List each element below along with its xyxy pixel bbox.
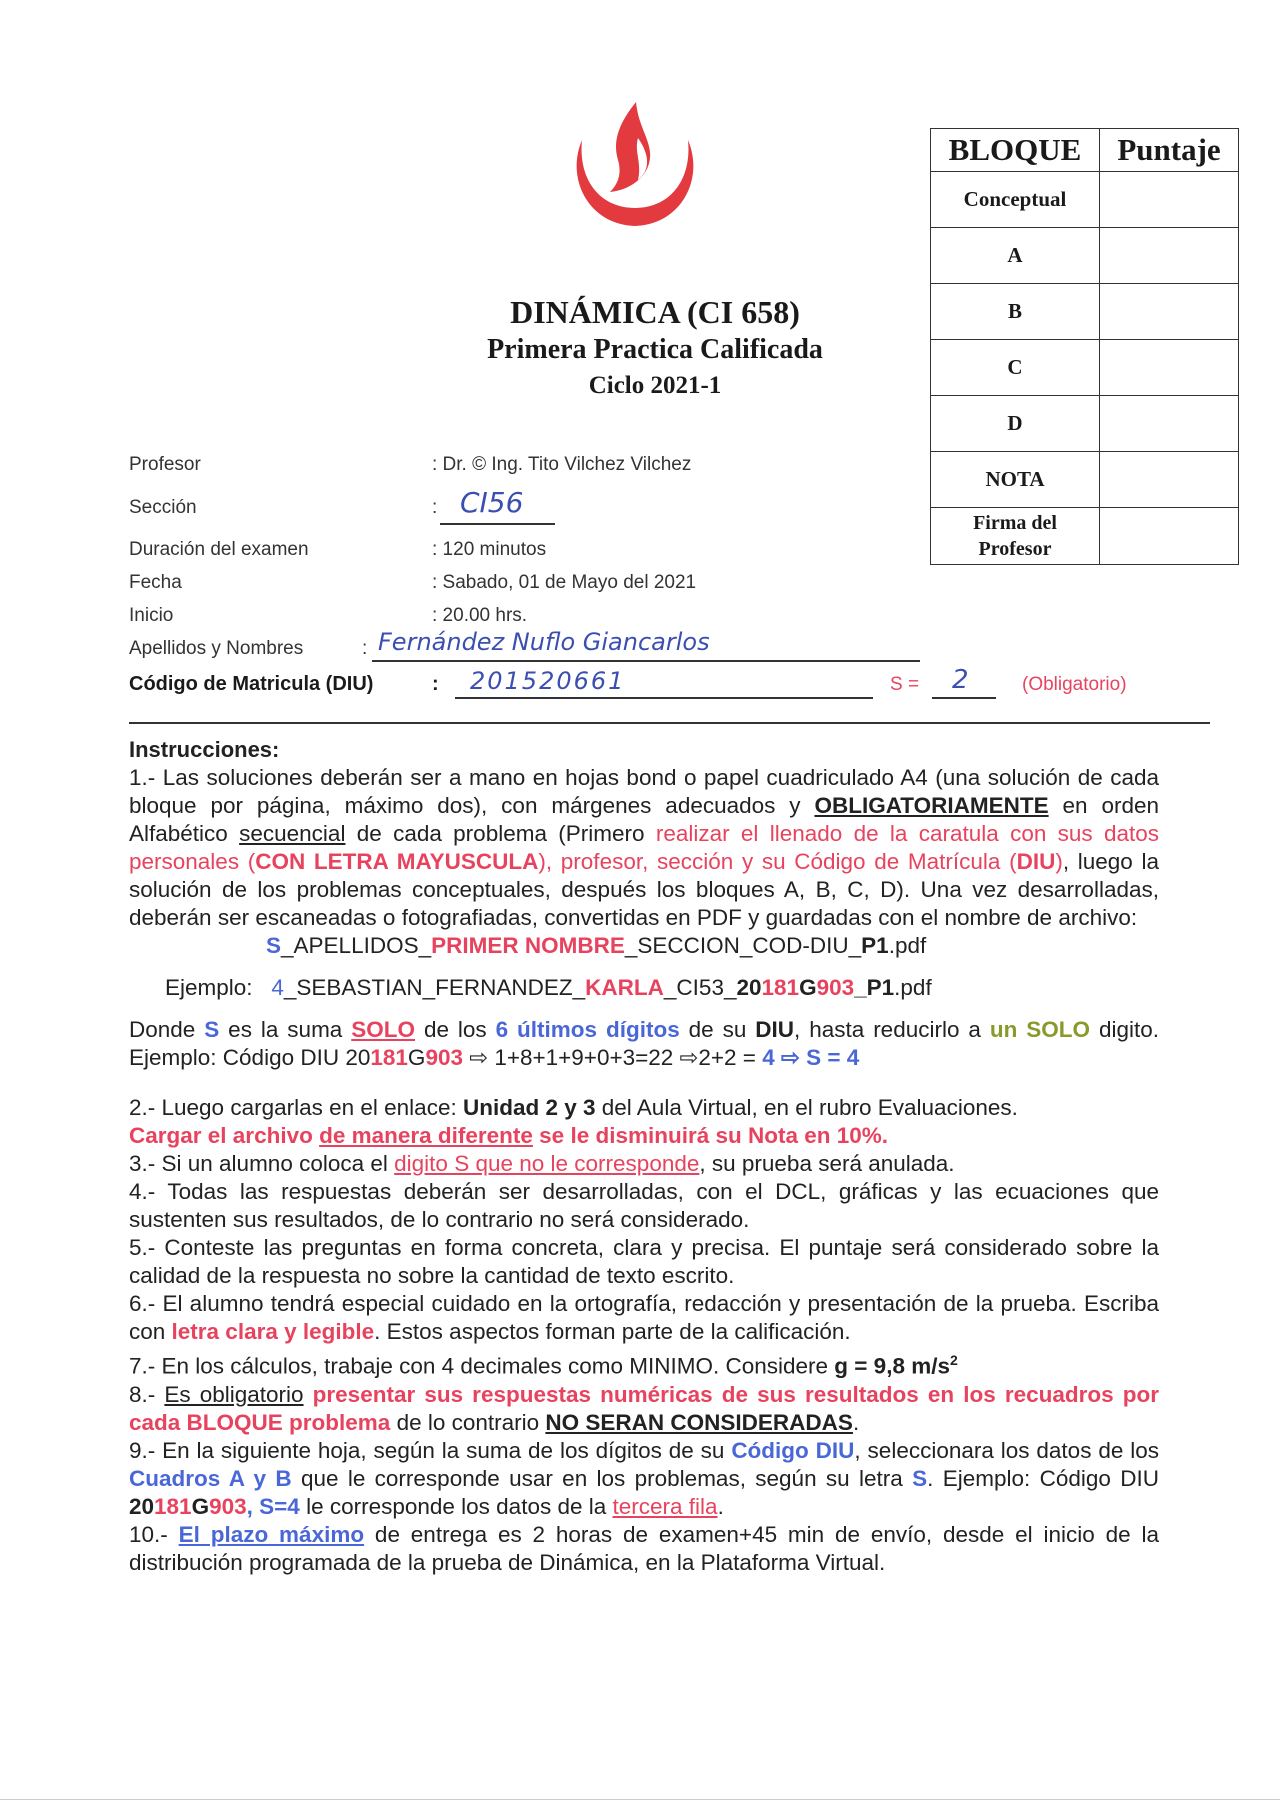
score-cell[interactable] <box>1100 172 1239 228</box>
fecha-value: : Sabado, 01 de Mayo del 2021 <box>432 572 697 593</box>
exam-title: Primera Practica Calificada <box>487 334 823 365</box>
seccion-label: Sección <box>129 497 197 518</box>
score-cell[interactable] <box>1100 396 1239 452</box>
profesor-label: Profesor <box>129 454 201 475</box>
separator-line <box>129 722 1210 724</box>
duracion-label: Duración del examen <box>129 539 309 560</box>
instruction-1: 1.- Las soluciones deberán ser a mano en hojas bond o papel cuadriculado A4 (una solución de cada bloque por página, máximo dos), con márgenes adecuados y OBLIGATORIAMENTE en orden Alfabético secuencial de cada problema (Primero realizar el llenado de la caratula con sus datos personales (CON LETRA MAYUSCULA), profesor, sección y su Código de Matrícula (DIU), luego la solución de los problemas conceptuales, después los bloques A, B, C, D). Una vez desarrolladas, deberán ser escaneadas o fotografiadas, convertidas en PDF y guardadas con el nombre de archivo: <box>129 765 1159 930</box>
row-d: D <box>931 396 1100 452</box>
university-logo <box>560 100 710 228</box>
instruction-8: 8.- Es obligatorio presentar sus respuestas numéricas de sus resultados en los recuadros por cada BLOQUE problema de lo contrario NO SERAN CONSIDERADAS. <box>129 1381 1159 1435</box>
instructions <box>129 736 1159 1577</box>
instruction-4: 4.- Todas las respuestas deberán ser desarrolladas, con el DCL, gráficas y las ecuaciones que sustenten sus resultados, de lo contrario no será considerado. <box>129 1179 1159 1232</box>
instruction-2: 2.- Luego cargarlas en el enlace: Unidad 2 y 3 del Aula Virtual, en el rubro Evaluaciones. Cargar el archivo de manera diferente se le disminuirá su Nota en 10%. <box>129 1095 1018 1148</box>
s-value[interactable]: 2 <box>952 665 969 695</box>
row-conceptual: Conceptual <box>931 172 1100 228</box>
row-c: C <box>931 340 1100 396</box>
score-cell[interactable] <box>1100 452 1239 508</box>
obligatorio-note: (Obligatorio) <box>1022 674 1127 695</box>
row-a: A <box>931 228 1100 284</box>
nombres-colon: : <box>362 638 368 659</box>
codigo-colon: : <box>432 673 439 695</box>
col-header-score: Puntaje <box>1100 129 1239 172</box>
score-cell[interactable] <box>1100 284 1239 340</box>
col-header-block: BLOQUE <box>931 129 1100 172</box>
filename-pattern: S_APELLIDOS_PRIMER NOMBRE_SECCION_COD-DIU_P1.pdf <box>266 933 927 958</box>
instruction-3: 3.- Si un alumno coloca el digito S que no le corresponde, su prueba será anulada. <box>129 1151 955 1176</box>
profesor-value: : Dr. © Ing. Tito Vilchez Vilchez <box>432 454 692 475</box>
seccion-colon: : <box>432 497 438 518</box>
fecha-label: Fecha <box>129 572 182 593</box>
s-underline <box>932 697 996 699</box>
signature-cell[interactable] <box>1100 508 1239 565</box>
nombres-label: Apellidos y Nombres <box>129 638 304 659</box>
cycle-title: Ciclo 2021-1 <box>588 372 722 399</box>
inicio-label: Inicio <box>129 605 174 626</box>
score-cell[interactable] <box>1100 228 1239 284</box>
row-signature: Firma del Profesor <box>931 508 1100 565</box>
score-table <box>930 128 1239 565</box>
nombres-value[interactable]: Fernández Nuflo Giancarlos <box>378 628 710 656</box>
sum-rule: Donde S es la suma SOLO de los 6 últimos dígitos de su DIU, hasta reducirlo a un SOLO digito. Ejemplo: Código DIU 20181G903 ⇨ 1+8+1+9+0+3=22 ⇨2+2 = 4 ⇨ S = 4 <box>129 1017 1159 1070</box>
inicio-value: : 20.00 hrs. <box>432 605 528 626</box>
seccion-underline <box>440 523 555 525</box>
seccion-value[interactable]: CI56 <box>460 486 524 519</box>
nombres-underline <box>372 660 920 662</box>
instruction-7: 7.- En los cálculos, trabaje con 4 decimales como MINIMO. Considere g = 9,8 $m/s^2$ <box>129 1352 958 1379</box>
instruction-9: 9.- En la siguiente hoja, según la suma de los dígitos de su Código DIU, seleccionara los datos de los Cuadros A y B que le corresponde usar en los problemas, según su letra S. Ejemplo: Código DIU 20181G903, S=4 le corresponde los datos de la tercera fila. <box>129 1437 1159 1519</box>
instruction-10: 10.- El plazo máximo de entrega es 2 horas de examen+45 min de envío, desde el inicio de la distribución programada de la prueba de Dinámica, en la Plataforma Virtual. <box>129 1521 1159 1575</box>
instructions-heading: Instrucciones: <box>129 737 280 762</box>
instruction-5: 5.- Conteste las preguntas en forma concreta, clara y precisa. El puntaje será considerado sobre la calidad de la respuesta no sobre la cantidad de texto escrito. <box>129 1235 1159 1288</box>
row-b: B <box>931 284 1100 340</box>
row-nota: NOTA <box>931 452 1100 508</box>
s-label: S = <box>890 674 920 695</box>
duracion-value: : 120 minutos <box>432 539 547 560</box>
course-title: DINÁMICA (CI 658) <box>510 294 800 330</box>
codigo-value[interactable]: 201520661 <box>470 667 626 695</box>
page-bottom-edge <box>0 1799 1280 1800</box>
instruction-6: 6.- El alumno tendrá especial cuidado en la ortografía, redacción y presentación de la prueba. Escriba con letra clara y legible. Estos aspectos forman parte de la calificación. <box>129 1291 1159 1344</box>
codigo-underline <box>455 697 873 699</box>
score-cell[interactable] <box>1100 340 1239 396</box>
codigo-label: Código de Matricula (DIU) <box>129 673 374 695</box>
title-block <box>440 292 870 404</box>
filename-example: Ejemplo: 4_SEBASTIAN_FERNANDEZ_KARLA_CI53_20181G903_P1.pdf <box>165 975 932 1000</box>
